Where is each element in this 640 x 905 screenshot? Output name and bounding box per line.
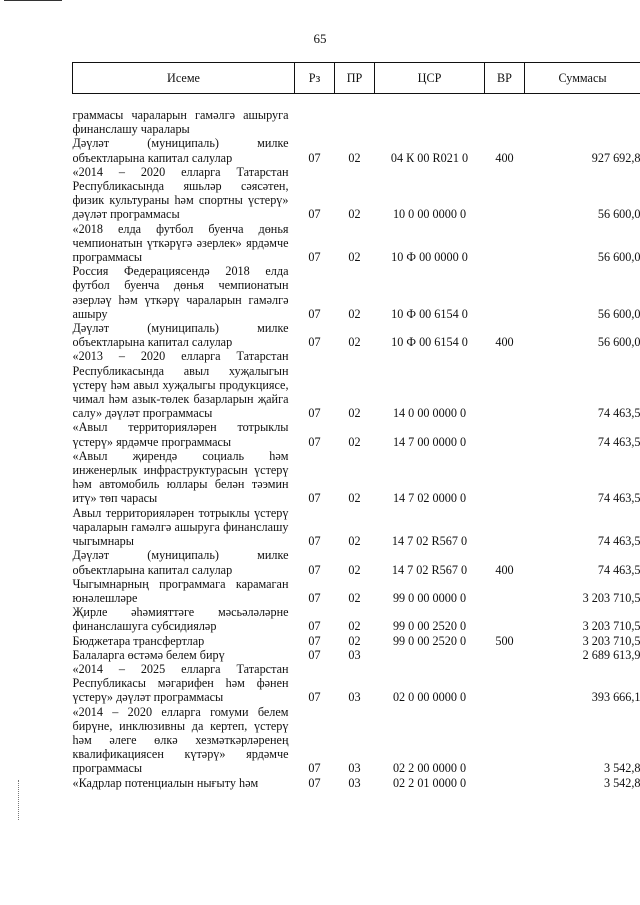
row-rz: 07 [308, 590, 321, 605]
table-row [73, 605, 640, 633]
row-vr [485, 420, 525, 448]
row-vr [485, 776, 525, 790]
row-csr: 14 7 02 0000 0 [392, 491, 467, 506]
row-vr: 500 [495, 633, 514, 648]
table-row [73, 264, 640, 321]
row-rz: 07 [308, 306, 321, 321]
row-rz: 07 [308, 406, 321, 421]
row-csr: 99 0 00 0000 0 [392, 590, 467, 605]
row-name: Дәүләт (муниципаль) милке объектларына капитал салулар [72, 548, 289, 577]
table-row [73, 506, 640, 549]
header-csr: ЦСР [375, 63, 485, 94]
row-vr [485, 648, 525, 662]
row-sum: 3 542,8 [603, 775, 640, 790]
row-vr [485, 705, 525, 776]
row-vr [485, 349, 525, 420]
row-pr: 02 [348, 534, 361, 549]
table-row [73, 776, 640, 790]
row-csr [375, 108, 485, 136]
row-pr: 02 [348, 434, 361, 449]
row-csr: 14 7 00 0000 0 [392, 434, 467, 449]
row-rz: 07 [308, 690, 321, 705]
row-rz: 07 [308, 619, 321, 634]
row-name: Россия Федерациясендә 2018 елда футбол буенча дөнья чемпионатын әзерләү һәм үткәрү чараларын гамәлгә ашыру [72, 264, 289, 321]
row-rz: 07 [308, 647, 321, 662]
row-pr: 03 [348, 761, 361, 776]
margin-dots [18, 780, 21, 820]
row-sum: 3 203 710,5 [582, 619, 640, 634]
row-rz: 07 [308, 434, 321, 449]
table-body [73, 94, 640, 790]
row-sum [525, 108, 640, 136]
row-sum: 56 600,0 [597, 250, 640, 265]
row-pr: 02 [348, 335, 361, 350]
row-rz: 07 [308, 633, 321, 648]
row-sum: 56 600,0 [597, 207, 640, 222]
table-row [73, 108, 640, 136]
row-sum: 927 692,8 [591, 150, 640, 165]
table-row [73, 321, 640, 349]
row-rz: 07 [308, 491, 321, 506]
row-name: Җирле әһәмияттәге мәсьәләләрне финанслашуга субсидияләр [72, 605, 289, 634]
row-rz: 07 [308, 207, 321, 222]
row-csr: 10 0 00 0000 0 [392, 207, 467, 222]
row-sum: 74 463,5 [597, 562, 640, 577]
table-row [73, 634, 640, 648]
row-csr: 99 0 00 2520 0 [392, 619, 467, 634]
row-vr [485, 108, 525, 136]
row-sum: 56 600,0 [597, 335, 640, 350]
row-csr: 14 0 00 0000 0 [392, 406, 467, 421]
table-row [73, 349, 640, 420]
row-rz: 07 [308, 534, 321, 549]
row-sum: 3 203 710,5 [582, 590, 640, 605]
row-name: Балаларга өстәмә белем бирү [72, 647, 225, 662]
row-vr [485, 449, 525, 506]
row-vr: 400 [495, 562, 514, 577]
row-vr [485, 577, 525, 605]
row-sum: 2 689 613,9 [582, 647, 640, 662]
row-pr: 02 [348, 619, 361, 634]
table-row [73, 577, 640, 605]
table-row [73, 662, 640, 705]
row-name: «2018 елда футбол буенча дөнья чемпионатын үткәрүгә әзерлек» ярдәмче программасы [72, 221, 289, 265]
row-rz: 07 [308, 250, 321, 265]
row-csr: 10 Ф 00 6154 0 [391, 306, 468, 321]
row-name: «2014 – 2020 елларга Татарстан Республикасында яшьләр сәясәтен, физик культураны һәм спортны үстерү» дәүләт программасы [72, 164, 289, 222]
row-sum: 74 463,5 [597, 434, 640, 449]
row-vr [485, 165, 525, 222]
header-name: Исеме [73, 63, 295, 94]
row-name: Бюджетара трансфертлар [72, 633, 205, 648]
row-pr [335, 108, 375, 136]
row-sum: 56 600,0 [597, 306, 640, 321]
row-csr: 99 0 00 2520 0 [392, 633, 467, 648]
row-vr: 400 [495, 150, 514, 165]
row-rz: 07 [308, 562, 321, 577]
row-csr: 14 7 02 R567 0 [391, 534, 468, 549]
row-pr: 02 [348, 306, 361, 321]
row-csr: 02 0 00 0000 0 [392, 690, 467, 705]
table-row [73, 548, 640, 576]
row-csr: 10 Ф 00 6154 0 [391, 335, 468, 350]
row-rz: 07 [308, 775, 321, 790]
row-pr: 02 [348, 590, 361, 605]
table-row [73, 705, 640, 776]
row-sum: 3 203 710,5 [582, 633, 640, 648]
row-vr [485, 506, 525, 549]
table-row [73, 136, 640, 164]
row-pr: 03 [348, 690, 361, 705]
row-sum: 74 463,5 [597, 534, 640, 549]
row-pr: 03 [348, 775, 361, 790]
row-sum: 74 463,5 [597, 406, 640, 421]
table-row [73, 165, 640, 222]
table-header-row [73, 63, 640, 94]
row-csr: 02 2 01 0000 0 [392, 775, 467, 790]
header-rz: Рз [295, 63, 335, 94]
row-name: «2014 – 2025 елларга Татарстан Республикасы мәгарифен һәм фәнен үстерү» дәүләт программасы [72, 661, 289, 705]
row-rz: 07 [308, 335, 321, 350]
row-name: «2013 – 2020 елларга Татарстан Республикасында авыл хуҗалыгын үстерү һәм авыл хуҗалыгы продукциясе, чимал һәм азык-төлек базарларын җайга салу» дәүләт программасы [72, 349, 289, 421]
row-pr: 02 [348, 406, 361, 421]
row-sum: 74 463,5 [597, 491, 640, 506]
row-csr: 02 2 00 0000 0 [392, 761, 467, 776]
budget-table [72, 62, 640, 790]
row-name: «Авыл җирендә социаль һәм инженерлык инфраструктурасын үстерү һәм автомобиль юллары белән тәэмин итү» төп чарасы [72, 448, 289, 506]
row-vr [485, 264, 525, 321]
row-pr: 02 [348, 491, 361, 506]
row-vr: 400 [495, 335, 514, 350]
row-vr [485, 662, 525, 705]
row-sum: 3 542,8 [603, 761, 640, 776]
row-rz: 07 [308, 761, 321, 776]
spacer-row [73, 94, 640, 109]
row-rz: 07 [308, 150, 321, 165]
table-row [73, 648, 640, 662]
row-pr: 02 [348, 562, 361, 577]
header-pr: ПР [335, 63, 375, 94]
row-pr: 02 [348, 150, 361, 165]
row-name: граммасы чараларын гамәлгә ашыруга финанслашу чаралары [72, 108, 289, 137]
row-csr: 10 Ф 00 0000 0 [391, 250, 468, 265]
row-name: Авыл территорияләрен тотрыклы үстерү чараларын гамәлгә ашыруга финанслашу чыгымнары [72, 505, 289, 549]
row-csr: 14 7 02 R567 0 [391, 562, 468, 577]
corner-mark [4, 0, 62, 1]
row-csr [375, 648, 485, 662]
row-vr [485, 222, 525, 265]
row-vr [485, 605, 525, 633]
row-name: Чыгымнарның программага карамаган юнәлешләре [72, 576, 289, 605]
table-row [73, 222, 640, 265]
header-sum: Суммасы [525, 63, 640, 94]
row-pr: 03 [348, 647, 361, 662]
table-row [73, 420, 640, 448]
row-name: «Кадрлар потенциалын нығыту һәм [72, 775, 259, 790]
table-row [73, 449, 640, 506]
row-name: Дәүләт (муниципаль) милке объектларына капитал салулар [72, 136, 289, 165]
row-name: «Авыл территорияләрен тотрыклы үстерү» ярдәмче программасы [72, 420, 289, 449]
row-rz [295, 108, 335, 136]
page-number: 65 [313, 31, 327, 46]
row-name: Дәүләт (муниципаль) милке объектларына капитал салулар [72, 321, 289, 350]
header-vr: ВР [485, 63, 525, 94]
row-sum: 393 666,1 [591, 690, 640, 705]
row-name: «2014 – 2020 елларга гомуми белем бирүне, инклюзивны да кертеп, үстерү һәм әлеге өлкә хезмәткәрләренең квалификациясен күтәрү» ярдәмче программасы [72, 704, 289, 776]
row-pr: 02 [348, 250, 361, 265]
row-pr: 02 [348, 633, 361, 648]
row-csr: 04 К 00 R021 0 [390, 150, 469, 165]
row-pr: 02 [348, 207, 361, 222]
